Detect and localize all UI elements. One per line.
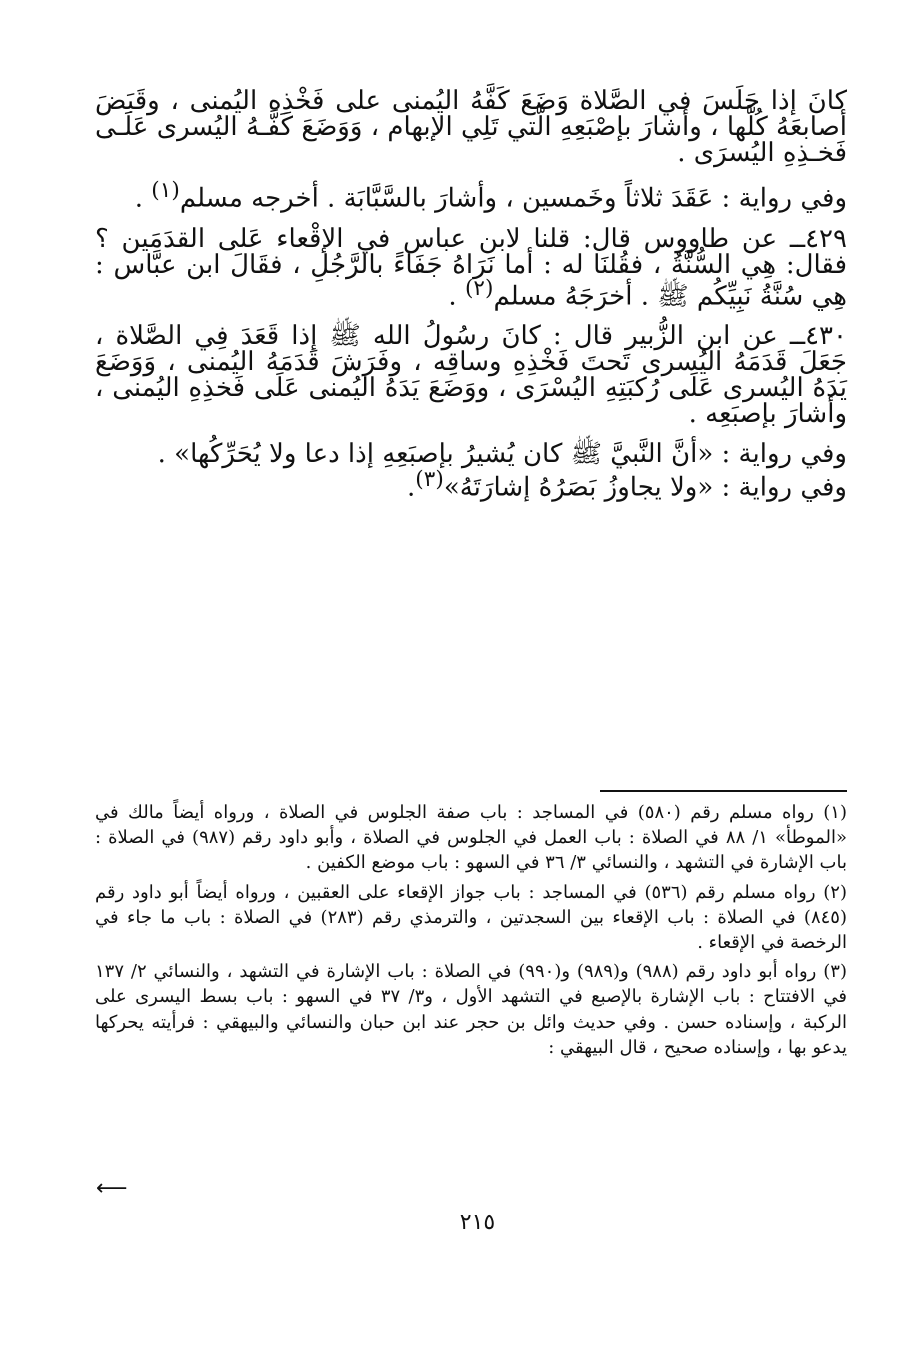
paragraph-text: ٤٢٩ــ عن طاووس قال: قلنا لابن عباس في الإقْعاء عَلى القدَمَين ؟ فقال: هِي السُّنَّةُ ، فقُلنَا له : أما نَرَاهُ جَفَاءً بالرَّجُلِ ، فقَالَ ابن عبَّاس : هِي سُنَّةُ نَبِيِّكُم ﷺ . أخرَجَهُ مسلم — [95, 223, 847, 312]
period: . — [407, 472, 416, 503]
page-number: ٢١٥ — [459, 1210, 496, 1235]
main-text — [95, 88, 847, 515]
period: . — [134, 183, 144, 214]
footnotes — [95, 800, 847, 1064]
paragraph — [95, 180, 847, 212]
footnote-ref[interactable]: (١) — [151, 178, 180, 203]
paragraph-text: وفي رواية : عَقَدَ ثلاثاً وخَمسين ، وأشارَ بالسَّبَّابَة . أخرجه مسلم — [179, 183, 847, 214]
continue-arrow-icon: ⟵ — [96, 1176, 128, 1201]
paragraph — [95, 223, 847, 312]
paragraph-text: وفي رواية : «ولا يجاوزُ بَصَرُهُ إشارَتَهُ» — [443, 472, 847, 503]
footnote-ref[interactable]: (٣) — [415, 467, 444, 493]
paragraph — [95, 439, 847, 470]
footnote-separator — [600, 790, 847, 792]
paragraph — [95, 469, 847, 501]
paragraph-text: وفي رواية : «أنَّ النَّبيَّ ﷺ كان يُشيرُ بإصبَعِهِ إذا دعا ولا يُحَرِّكُها» . — [157, 439, 847, 470]
footnote: (٣) رواه أبو داود رقم (٩٨٨) و(٩٨٩) و(٩٩٠) في الصلاة : باب الإشارة في التشهد ، والنسائي ٢/ ١٣٧ في الافتتاح : باب الإشارة بالإصبع في التشهد الأول ، و٣/ ٣٧ في السهو : باب بسط اليسرى على الركبة ، وإسناده حسن . وفي حديث وائل بن حجر عند ابن حبان والنسائي والبيهقي : فرأيته يحركها يدعو بها ، وإسناده صحيح ، قال البيهقي : — [95, 961, 847, 1058]
paragraph-text: كانَ إذا جَلَسَ في الصَّلاة وَضَعَ كَفَّهُ اليُمنى على فَخْذِه اليُمنى ، وقَبَضَ أصابعَهُ كُلَّها ، وأشارَ بإصْبَعِهِ الَّتي تَلِي الإبهام ، وَوَضَعَ كَفَّـهُ اليُسرى عَلَـى فَخـذِهِ اليُسرَى . — [95, 86, 847, 168]
paragraph-text: ٤٣٠ــ عن ابن الزُّبير قال : كانَ رسُولُ الله ﷺ إذا قَعَدَ فِي الصَّلاة ، جَعَلَ قَدَمَهُ اليُسرى تَحتَ فَخْذِهِ وساقِه ، وفَرَشَ قَدَمَهُ اليُمنى ، وَوَضَعَ يَدَهُ اليُسرى عَلَى رُكبَتِهِ اليُسْرَى ، ووَضَعَ يَدَهُ اليُمنى عَلَى فَخذِهِ اليُمنى ، وأشارَ بإصبَعِه . — [95, 321, 848, 430]
footnote: (١) رواه مسلم رقم (٥٨٠) في المساجد : باب صفة الجلوس في الصلاة ، ورواه أيضاً مالك في «الموطأ» ١/ ٨٨ في الصلاة : باب العمل في الجلوس في الصلاة ، وأبو داود رقم (٩٨٧) في الصلاة : باب الإشارة في التشهد ، والنسائي ٣/ ٣٦ في السهو : باب موضع الكفين . — [95, 802, 848, 874]
paragraph — [95, 88, 847, 166]
footnote-ref[interactable]: (٢) — [464, 275, 494, 301]
footnote: (٢) رواه مسلم رقم (٥٣٦) في المساجد : باب جواز الإقعاء على العقبين ، ورواه أيضاً أبو داود رقم (٨٤٥) في الصلاة : باب الإقعاء بين السجدتين ، والترمذي رقم (٢٨٣) في الصلاة : باب ما جاء في الرخصة في الإقعاء . — [95, 881, 847, 953]
period: . — [448, 281, 457, 312]
paragraph — [95, 321, 848, 430]
